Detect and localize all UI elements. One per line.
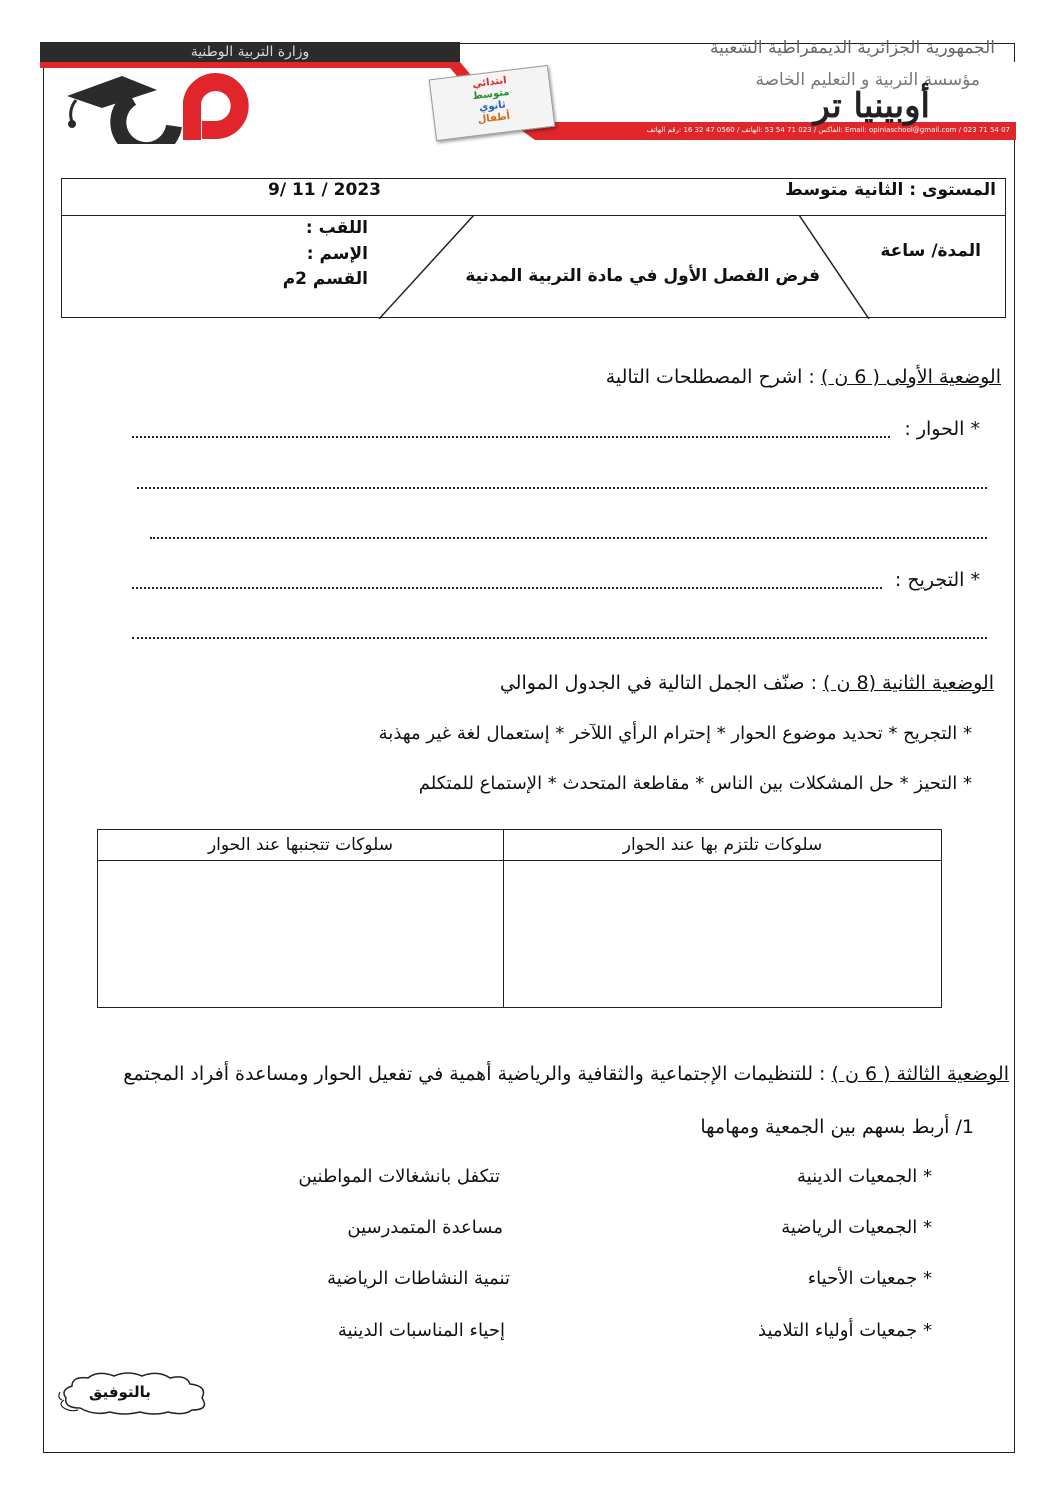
surname-label: اللقب : xyxy=(305,218,368,238)
association-item: * جمعيات أولياء التلاميذ xyxy=(758,1320,932,1341)
task-item: تنمية النشاطات الرياضية xyxy=(327,1268,510,1289)
situation-3-heading xyxy=(123,1063,1009,1085)
association-item: * الجمعيات الدينية xyxy=(797,1166,932,1187)
badge-line-2: متوسط xyxy=(471,86,511,103)
contact-line: Email: opiniaschool@gmail.com / 023 71 54 07 :الفاكس / 023 71 54 53 :الهاتف / 0560 47 32 16 :رقم الهاتف xyxy=(646,126,1010,134)
column-header-commit: سلوكات تلتزم بها عند الحوار xyxy=(504,830,942,861)
table-row xyxy=(98,861,942,1008)
column-header-avoid: سلوكات تتجنبها عند الحوار xyxy=(98,830,504,861)
term-dialogue: * الحوار : xyxy=(904,418,980,440)
situation-3-label: الوضعية الثالثة ( 6 ن ) xyxy=(831,1063,1009,1085)
answer-line[interactable] xyxy=(137,487,987,489)
section-label: القسم 2م xyxy=(282,269,368,289)
situation-2-label: الوضعية الثانية (8 ن ) xyxy=(823,672,994,694)
association-item: * جمعيات الأحياء xyxy=(807,1268,932,1289)
situation-2-heading xyxy=(500,672,994,694)
association-item: * الجمعيات الرياضية xyxy=(781,1217,932,1238)
answer-line[interactable] xyxy=(150,537,987,539)
answer-line[interactable] xyxy=(132,436,890,438)
ministry-text: وزارة التربية الوطنية xyxy=(190,44,310,60)
date-text: 9/ 11 / 2023 xyxy=(268,180,381,200)
statements-line-1: * التجريح * تحديد موضوع الحوار * إحترام الرأي اللآخر * إستعمال لغة غير مهذبة xyxy=(378,723,972,744)
name-label: الإسم : xyxy=(306,244,368,264)
good-luck-text: بالتوفيق xyxy=(89,1383,151,1401)
brand-name: أوبينيا تر xyxy=(813,86,930,126)
situation-3-instruction: : للتنظيمات الإجتماعية والثقافية والرياضية أهمية في تفعيل الحوار ومساعدة أفراد المجتمع xyxy=(123,1063,826,1085)
situation-1-label: الوضعية الأولى ( 6 ن ) xyxy=(820,366,1001,388)
situation-2-instruction: : صنّف الجمل التالية في الجدول الموالي xyxy=(499,672,817,694)
task-item: إحياء المناسبات الدينية xyxy=(337,1320,505,1341)
answer-cell-commit[interactable] xyxy=(504,861,942,1008)
badge-line-3: ثانوي xyxy=(478,99,507,114)
answer-line[interactable] xyxy=(132,637,987,639)
institution-name: مؤسسة التربية و التعليم الخاصة xyxy=(755,70,980,90)
situation-1-heading xyxy=(606,366,1001,388)
question-1: 1/ أربط بسهم بين الجمعية ومهامها xyxy=(700,1116,974,1138)
logo-icon xyxy=(62,68,287,144)
exam-title: فرض الفصل الأول في مادة التربية المدنية xyxy=(465,266,820,286)
term-hurting: * التجريح : xyxy=(894,569,980,591)
answer-cell-avoid[interactable] xyxy=(98,861,504,1008)
duration-text: المدة/ ساعة xyxy=(880,241,981,261)
classification-table xyxy=(97,829,942,1008)
level-text: المستوى : الثانية متوسط xyxy=(785,180,996,200)
badge-line-4: أطفال xyxy=(477,110,511,126)
situation-1-instruction: : اشرح المصطلحات التالية xyxy=(605,366,815,388)
task-item: مساعدة المتمدرسين xyxy=(347,1217,503,1238)
statements-line-2: * التحيز * حل المشكلات بين الناس * مقاطعة المتحدث * الإستماع للمتكلم xyxy=(418,773,972,794)
task-item: تتكفل بانشغالات المواطنين xyxy=(298,1166,500,1187)
badge-line-1: ابتدائي xyxy=(471,75,508,91)
answer-line[interactable] xyxy=(132,587,882,589)
table-header-row xyxy=(98,830,942,861)
republic-text: الجمهورية الجزائرية الديمقراطية الشعبية xyxy=(709,38,995,58)
